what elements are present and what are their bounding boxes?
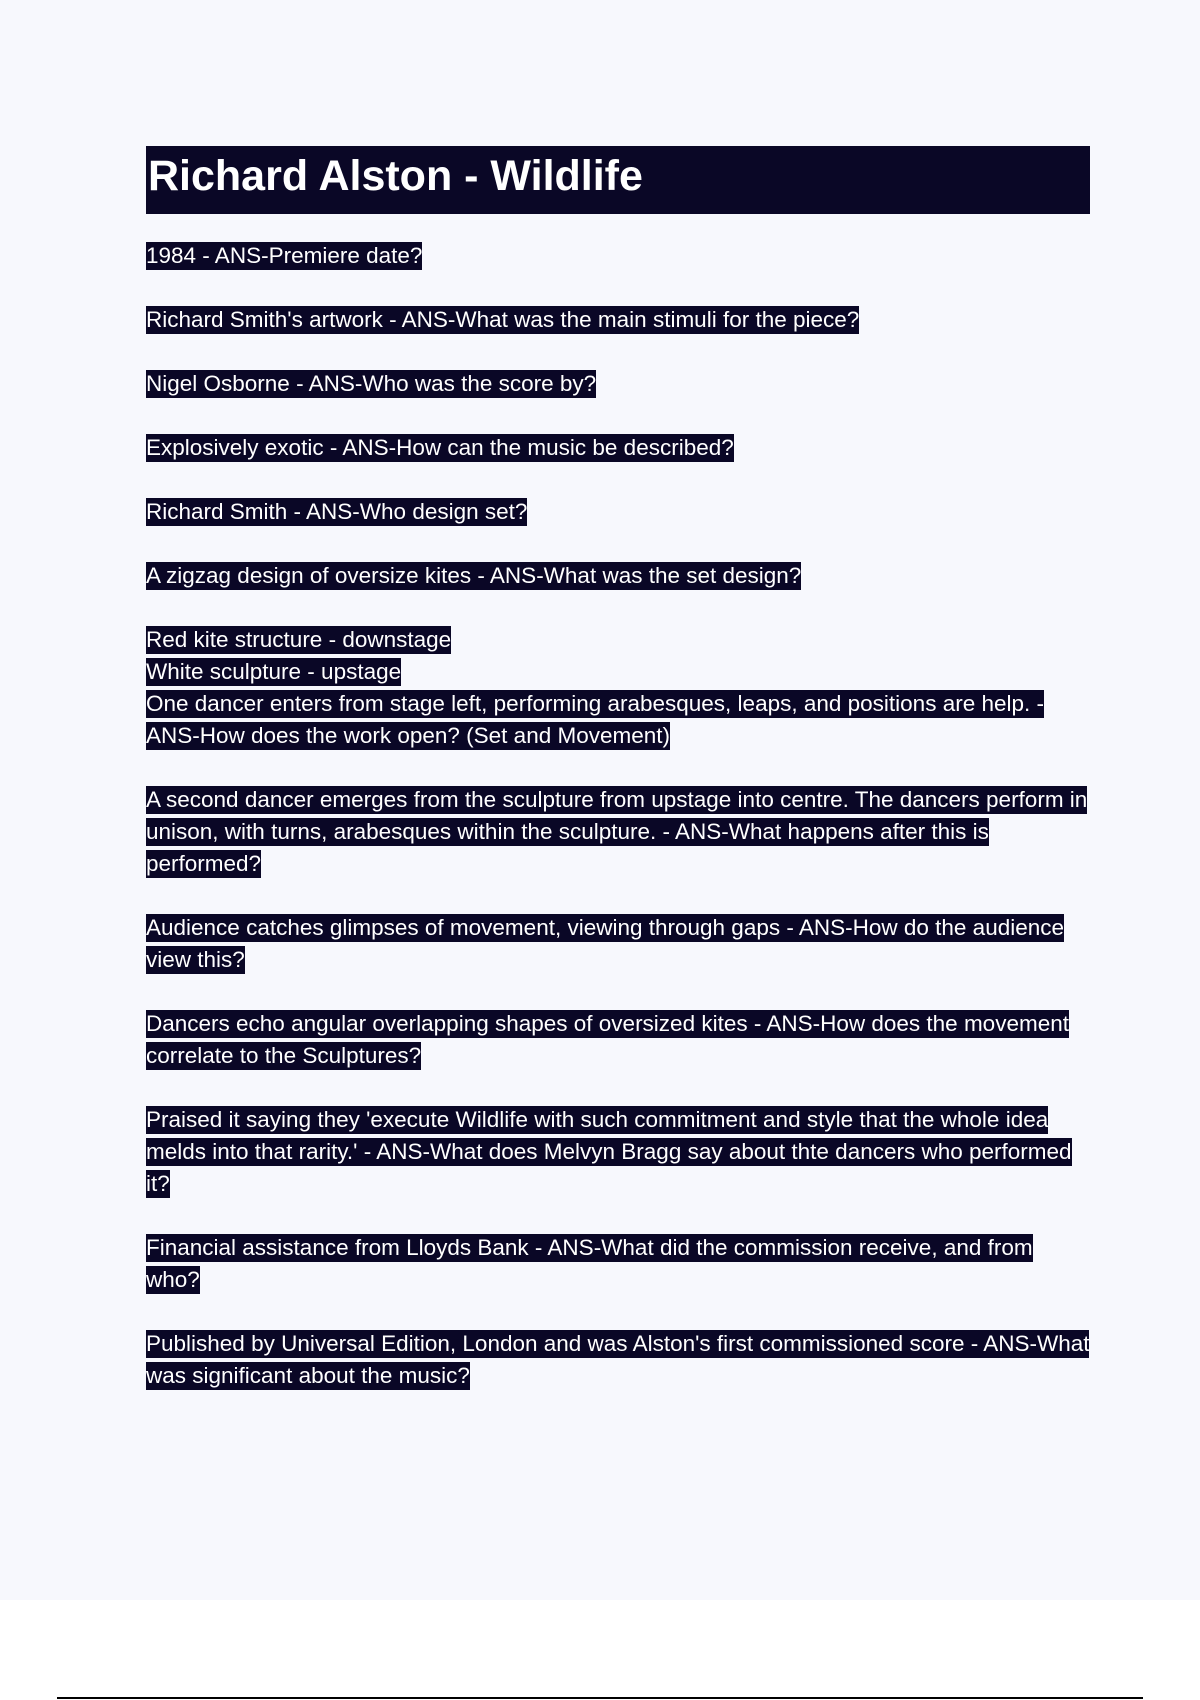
qa-item xyxy=(146,560,1090,592)
qa-item xyxy=(146,1328,1090,1392)
qa-item xyxy=(146,240,1090,272)
qa-text: Published by Universal Edition, London and was Alston's first commissioned score - ANS-What was significant about the music? xyxy=(146,1331,1090,1388)
qa-item xyxy=(146,432,1090,464)
qa-item xyxy=(146,624,1090,752)
qa-text: Explosively exotic - ANS-How can the music be described? xyxy=(146,435,734,460)
qa-item xyxy=(146,368,1090,400)
footer-rule xyxy=(57,1697,1143,1699)
qa-text: Richard Smith - ANS-Who design set? xyxy=(146,499,528,524)
qa-text: Praised it saying they 'execute Wildlife with such commitment and style that the whole idea melds into that rarity.' - ANS-What does Melvyn Bragg say about thte dancers who performed it? xyxy=(146,1107,1072,1196)
title-bar xyxy=(146,146,1090,214)
qa-item xyxy=(146,1008,1090,1072)
qa-text: A second dancer emerges from the sculpture from upstage into centre. The dancers perform in unison, with turns, arabesques within the sculpture. - ANS-What happens after this is performed? xyxy=(146,787,1088,876)
qa-text: 1984 - ANS-Premiere date? xyxy=(146,243,423,268)
qa-text: Red kite structure - downstage White sculpture - upstage One dancer enters from stage left, performing arabesques, leaps, and positions are help. - ANS-How does the work open? (Set and Movement) xyxy=(146,627,1045,748)
qa-item xyxy=(146,496,1090,528)
qa-text: Financial assistance from Lloyds Bank - ANS-What did the commission receive, and from who? xyxy=(146,1235,1033,1292)
qa-text: A zigzag design of oversize kites - ANS-What was the set design? xyxy=(146,563,802,588)
qa-item xyxy=(146,1232,1090,1296)
qa-text: Nigel Osborne - ANS-Who was the score by? xyxy=(146,371,597,396)
qa-item xyxy=(146,304,1090,336)
qa-item xyxy=(146,1104,1090,1200)
qa-text: Dancers echo angular overlapping shapes of oversized kites - ANS-How does the movement correlate to the Sculptures? xyxy=(146,1011,1069,1068)
qa-item xyxy=(146,912,1090,976)
qa-text: Richard Smith's artwork - ANS-What was the main stimuli for the piece? xyxy=(146,307,860,332)
document-title: Richard Alston - Wildlife xyxy=(148,152,643,200)
qa-item xyxy=(146,784,1090,880)
qa-text: Audience catches glimpses of movement, viewing through gaps - ANS-How do the audience view this? xyxy=(146,915,1065,972)
